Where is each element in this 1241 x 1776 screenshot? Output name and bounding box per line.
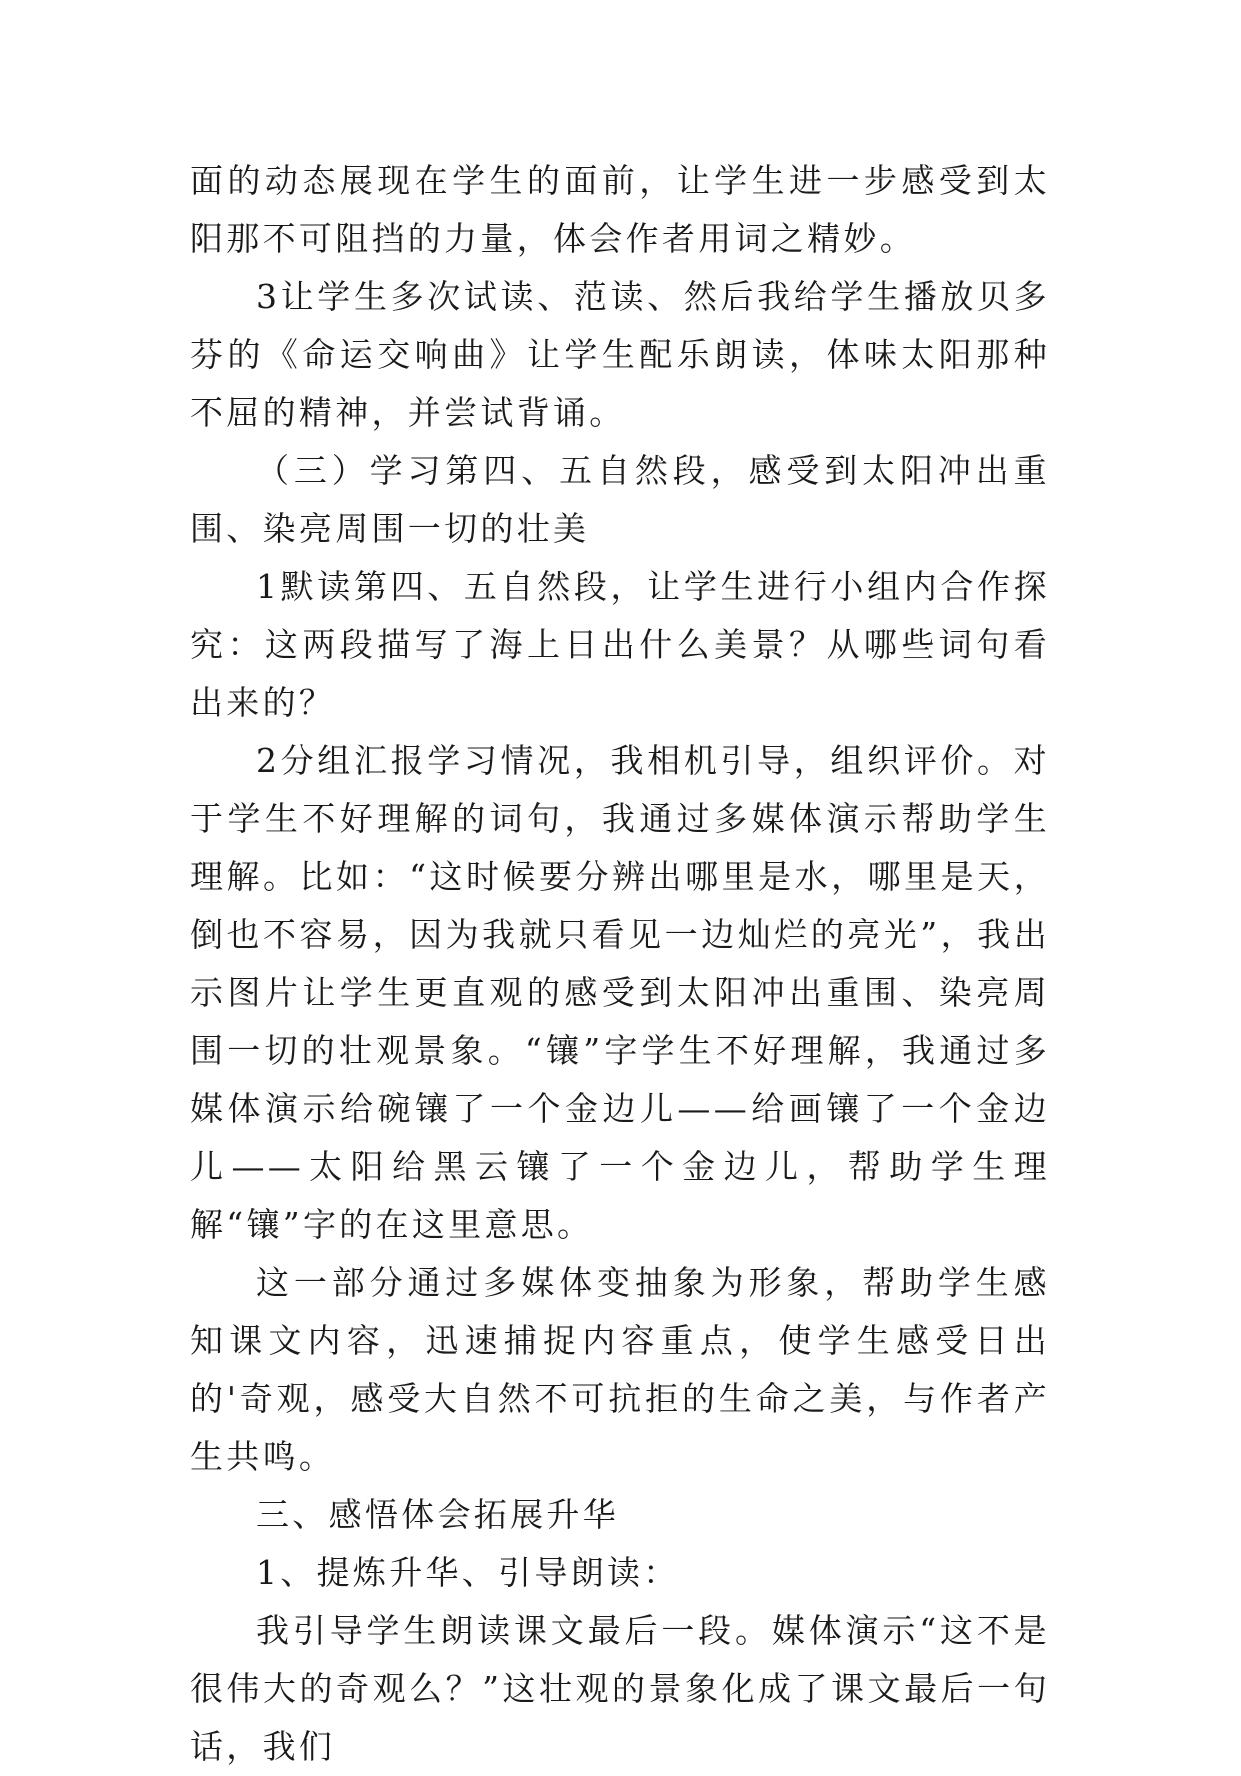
paragraph-summary: 这一部分通过多媒体变抽象为形象，帮助学生感知课文内容，迅速捕捉内容重点，使学生感受日出的'奇观，感受大自然不可抗拒的生命之美，与作者产生共鸣。 [190, 1263, 1050, 1476]
section-heading-part-3: 三、感悟体会拓展升华 [256, 1495, 619, 1534]
paragraph-step-2: 2分组汇报学习情况，我相机引导，组织评价。对于学生不好理解的词句，我通过多媒体演示帮助学生理解。比如：“这时候要分辨出哪里是水，哪里是天，倒也不容易，因为我就只看见一边灿烂的亮光”，我出示图片让学生更直观的感受到太阳冲出重围、染亮周围一切的壮观景象。“镶”字学生不好理解，我通过多媒体演示给碗镶了一个金边儿——给画镶了一个金边儿——太阳给黑云镶了一个金边儿，帮助学生理解“镶”字的在这里意思。 [190, 741, 1050, 1244]
subheading-1: 1、提炼升华、引导朗读： [256, 1553, 680, 1592]
paragraph-step-3: 3让学生多次试读、范读、然后我给学生播放贝多芬的《命运交响曲》让学生配乐朗读，体味太阳那种不屈的精神，并尝试背诵。 [190, 277, 1050, 432]
paragraph-step-1: 1默读第四、五自然段，让学生进行小组内合作探究：这两段描写了海上日出什么美景？从哪些词句看出来的？ [190, 567, 1050, 722]
section-heading-3: （三）学习第四、五自然段，感受到太阳冲出重围、染亮周围一切的壮美 [190, 451, 1050, 548]
paragraph-continued: 面的动态展现在学生的面前，让学生进一步感受到太阳那不可阻挡的力量，体会作者用词之精妙。 [190, 161, 1050, 258]
paragraph-final: 我引导学生朗读课文最后一段。媒体演示“这不是很伟大的奇观么？”这壮观的景象化成了课文最后一句话，我们 [190, 1611, 1050, 1766]
document-page [190, 152, 1050, 1776]
